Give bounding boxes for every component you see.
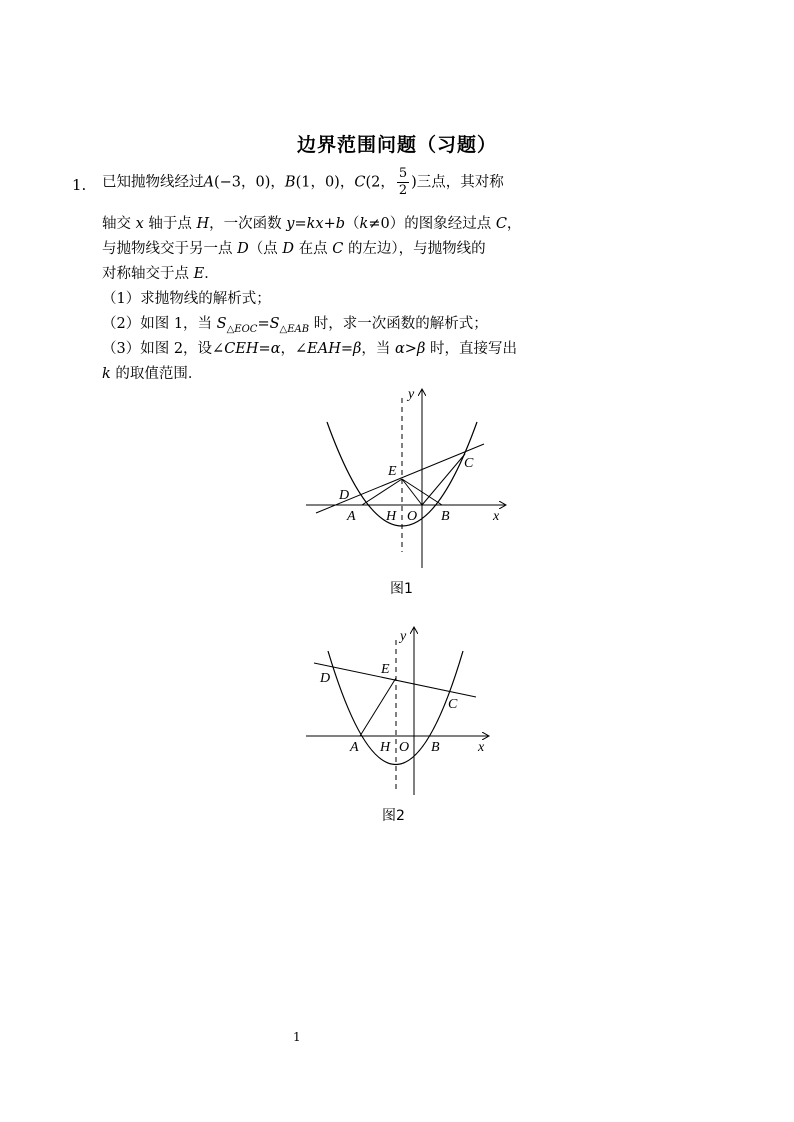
fig1-label-d: D	[339, 488, 350, 503]
fig1-label-a: A	[347, 509, 356, 524]
problem-line-1: 已知抛物线经过A(−3，0)，B(1，0)，C(2， $\frac{5}{2}$ )三点，其对称	[102, 166, 504, 198]
problem-number: 1.	[72, 176, 87, 194]
fig2-label-b: B	[431, 740, 440, 755]
problem-line-2: 轴交 x 轴于点 H，一次函数 y=kx+b（k≠0）的图象经过点 C，	[102, 216, 522, 232]
question-2: （2）如图 1，当 $S_{\triangle EOC}=S_{\triangle EAB}$ 时，求一次函数的解析式；	[102, 316, 488, 335]
fig1-segment-oc	[422, 454, 465, 505]
page-number: 1	[293, 1030, 301, 1044]
question-3-continued: k 的取值范围．	[102, 366, 203, 382]
figure-1-caption: 图1	[390, 581, 413, 597]
fig1-label-o: O	[407, 509, 418, 524]
fig2-label-y: y	[400, 629, 407, 644]
fig1-label-y: y	[408, 387, 415, 402]
fraction-five-halves: $\frac{5}{2}$	[398, 166, 408, 198]
fig1-label-c: C	[464, 456, 474, 471]
figure-2-caption: 图2	[382, 808, 405, 824]
fig1-label-x: x	[493, 509, 500, 524]
problem-line-4: 对称轴交于点 E．	[102, 266, 219, 282]
fig2-label-c: C	[448, 697, 458, 712]
fig2-label-x: x	[478, 740, 485, 755]
fig2-segment-ae	[360, 678, 396, 736]
fig2-label-o: O	[399, 740, 410, 755]
problem-line-3: 与抛物线交于另一点 D（点 D 在点 C 的左边），与抛物线的	[102, 241, 486, 257]
fig1-label-h: H	[386, 509, 397, 524]
fig2-label-e: E	[381, 662, 390, 677]
fig1-label-b: B	[441, 509, 450, 524]
fig1-label-e: E	[388, 464, 397, 479]
fig2-label-d: D	[320, 671, 331, 686]
fig2-label-a: A	[350, 740, 359, 755]
page-title: 边界范围问题（习题）	[296, 134, 497, 156]
fig1-segment-eo	[402, 479, 422, 505]
fig2-label-h: H	[380, 740, 391, 755]
question-1: （1）求抛物线的解析式；	[102, 291, 271, 307]
question-3: （3）如图 2，设∠CEH=α，∠EAH=β，当 α>β 时，直接写出	[102, 341, 517, 357]
